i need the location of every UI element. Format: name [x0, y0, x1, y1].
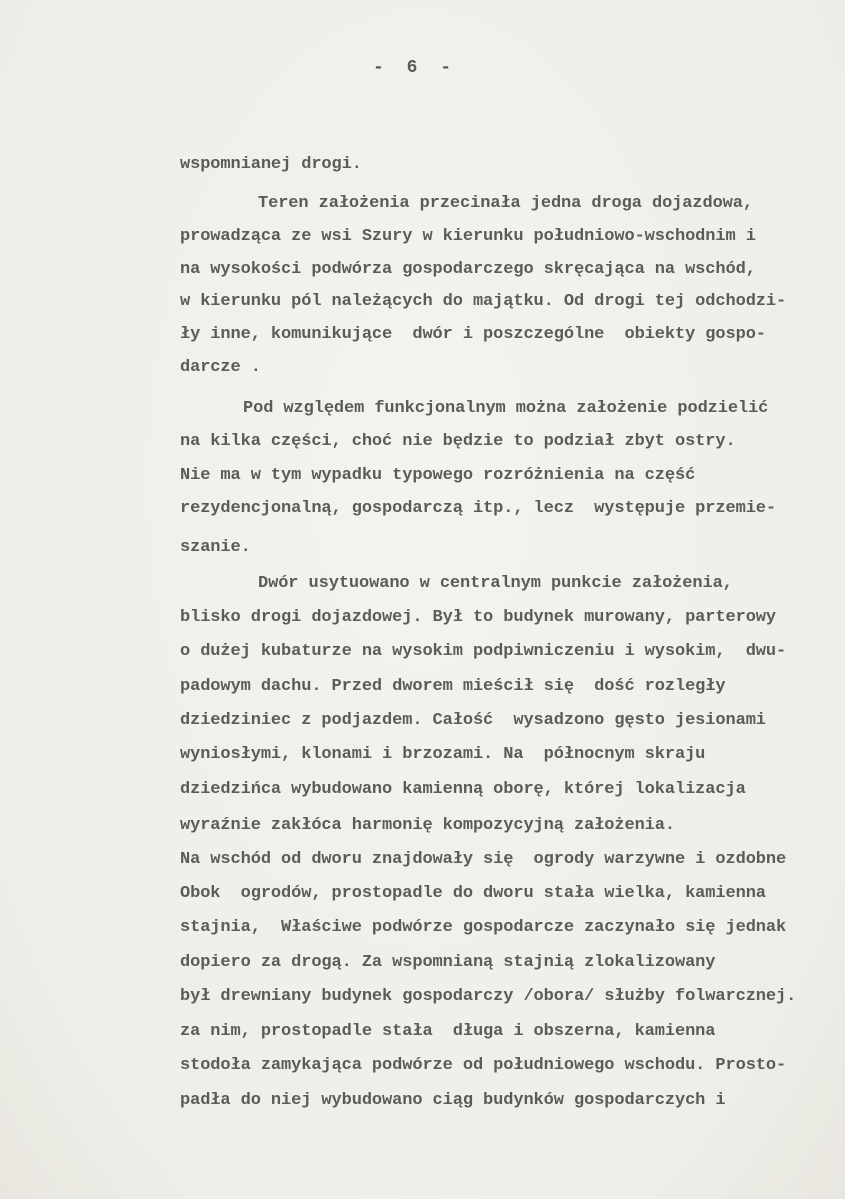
text-line: wyniosłymi, klonami i brzozami. Na północnym skraju — [180, 745, 706, 764]
text-line: dziedziniec z podjazdem. Całość wysadzono gęsto jesionami — [180, 711, 766, 730]
text-line: był drewniany budynek gospodarczy /obora/ służby folwarcznej. — [180, 987, 797, 1006]
text-line: w kierunku pól należących do majątku. Od drogi tej odchodzi- — [180, 292, 787, 311]
text-line: padowym dachu. Przed dworem mieścił się dość rozległy — [180, 677, 726, 696]
text-line: Dwór usytuowano w centralnym punkcie założenia, — [258, 574, 733, 593]
text-line: Teren założenia przecinała jedna droga dojazdowa, — [258, 194, 753, 213]
text-line: wspomnianej drogi. — [180, 155, 362, 174]
text-line: Na wschód od dworu znajdowały się ogrody warzywne i ozdobne — [180, 850, 787, 869]
text-line: padła do niej wybudowano ciąg budynków gospodarczych i — [180, 1091, 726, 1110]
text-line: dopiero za drogą. Za wspomnianą stajnią zlokalizowany — [180, 953, 716, 972]
text-line: stodoła zamykająca podwórze od południowego wschodu. Prosto- — [180, 1056, 787, 1075]
page-number: - 6 - — [372, 58, 457, 78]
text-line: ły inne, komunikujące dwór i poszczególne obiekty gospo- — [180, 325, 766, 344]
text-line: blisko drogi dojazdowej. Był to budynek murowany, parterowy — [180, 608, 776, 627]
text-line: na kilka części, choć nie będzie to podział zbyt ostry. — [180, 432, 736, 451]
text-line: szanie. — [180, 538, 251, 557]
text-line: o dużej kubaturze na wysokim podpiwniczeniu i wysokim, dwu- — [180, 642, 787, 661]
text-line: na wysokości podwórza gospodarczego skręcająca na wschód, — [180, 260, 756, 279]
text-line: Nie ma w tym wypadku typowego rozróżnienia na część — [180, 466, 696, 485]
text-line: darcze . — [180, 358, 261, 377]
text-line: stajnia, Właściwe podwórze gospodarcze zaczynało się jednak — [180, 918, 787, 937]
text-line: Pod względem funkcjonalnym można założenie podzielić — [243, 399, 769, 418]
text-line: Obok ogrodów, prostopadle do dworu stała wielka, kamienna — [180, 884, 766, 903]
text-line: za nim, prostopadle stała długa i obszerna, kamienna — [180, 1022, 716, 1041]
text-line: dziedzińca wybudowano kamienną oborę, której lokalizacja — [180, 780, 746, 799]
text-line: prowadząca ze wsi Szury w kierunku południowo-wschodnim i — [180, 227, 756, 246]
text-line: wyraźnie zakłóca harmonię kompozycyjną założenia. — [180, 816, 675, 835]
text-line: rezydencjonalną, gospodarczą itp., lecz występuje przemie- — [180, 499, 776, 518]
